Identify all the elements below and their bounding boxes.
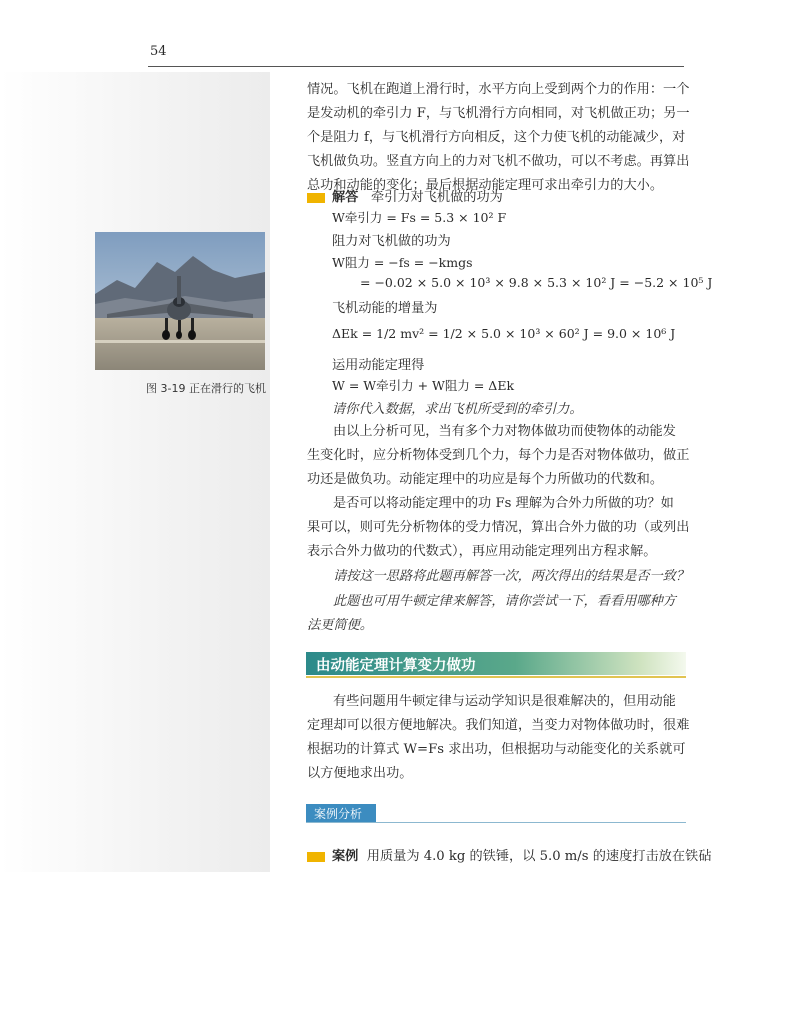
case-analysis-label: 案例分析: [314, 807, 363, 821]
intro-line: 个是阻力 f，与飞机滑行方向相反，这个力使飞机的动能减少，对: [307, 130, 686, 145]
case-analysis-tag: [306, 804, 376, 822]
equation-drag-work-calc: = −0.02 × 5.0 × 10³ × 9.8 × 5.3 × 10² J = −5.2 × 10⁵ J: [360, 275, 713, 290]
solution-text-2: 阻力对飞机做的功为: [332, 234, 451, 249]
example-line: [307, 845, 711, 864]
example-marker: [307, 852, 325, 862]
solution-text-3: 飞机动能的增量为: [332, 301, 438, 316]
case-underline: [306, 822, 686, 823]
airplane-image: [95, 232, 265, 370]
analysis-line: 生变化时，应分析物体受到几个力，每个力是否对物体做功，做正: [307, 448, 690, 463]
analysis-line: 功还是做负功。动能定理中的功应是每个力所做功的代数和。: [307, 472, 664, 487]
equation-kinetic-energy: ΔEk = 1/2 mv² = 1/2 × 5.0 × 10³ × 60² J = 9.0 × 10⁶ J: [332, 326, 676, 341]
intro-line: 总功和动能的变化；最后根据动能定理可求出牵引力的大小。: [307, 178, 664, 193]
page-number: 54: [150, 44, 167, 59]
section-line: 以方便地求出功。: [307, 766, 413, 781]
figure-caption: 图 3-19 正在滑行的飞机: [146, 382, 266, 395]
handwritten-note-1: 请按这一思路将此题再解答一次，两次得出的结果是否一致？: [333, 569, 690, 584]
handwritten-note-2: 此题也可用牛顿定律来解答，请你尝试一下，看看用哪种方: [333, 594, 676, 609]
analysis-line: 是否可以将动能定理中的功 Fs 理解为合外力所做的功？如: [333, 496, 674, 511]
solution-text-4: 运用动能定理得: [332, 358, 425, 373]
section-line: 根据功的计算式 W=Fs 求出功，但根据功与动能变化的关系就可: [307, 742, 686, 757]
intro-line: 飞机做负功。竖直方向上的力对飞机不做功，可以不考虑。再算出: [307, 154, 690, 169]
section-line: 定理却可以很方便地解决。我们知道，当变力对物体做功时，很难: [307, 718, 690, 733]
section-underline: [306, 676, 686, 678]
example-block: [307, 845, 712, 869]
solution-text: 牵引力对飞机做的功为: [370, 190, 503, 205]
airplane-photo: [95, 232, 265, 370]
solution-marker: [307, 193, 325, 203]
margin-sidebar: [0, 72, 270, 872]
handwritten-note-3: 法更简便。: [307, 618, 373, 633]
header-rule: [148, 66, 684, 67]
solution-heading: [307, 186, 503, 205]
section-line: 有些问题用牛顿定律与运动学知识是很难解决的，但用动能: [333, 694, 676, 709]
analysis-line: 表示合外力做功的代数式），再应用动能定理列出方程求解。: [307, 544, 657, 559]
equation-drag-work: W阻力 = −fs = −kmgs: [332, 255, 473, 270]
intro-line: 情况。飞机在跑道上滑行时，水平方向上受到两个力的作用：一个: [307, 82, 690, 97]
analysis-line: 果可以，则可先分析物体的受力情况，算出合外力做的功（或列出: [307, 520, 690, 535]
section-heading-bar: [306, 652, 686, 675]
section-paragraph: [307, 690, 690, 790]
analysis-line: 由以上分析可见，当有多个力对物体做功而使物体的动能发: [333, 424, 676, 439]
section-title: 由动能定理计算变力做功: [316, 658, 476, 674]
intro-line: 是发动机的牵引力 F，与飞机滑行方向相同，对飞机做正功；另一: [307, 106, 690, 121]
equation-traction-work: W牵引力 = Fs = 5.3 × 10² F: [332, 210, 507, 225]
example-text: 用质量为 4.0 kg 的铁锤，以 5.0 m/s 的速度打击放在铁砧: [366, 849, 712, 864]
example-label: 案例: [332, 849, 359, 864]
intro-paragraph: [307, 78, 690, 198]
analysis-block: [307, 420, 690, 633]
handwritten-prompt: 请你代入数据，求出飞机所受到的牵引力。: [332, 402, 583, 417]
solution-label: 解答: [332, 190, 359, 205]
equation-work-energy: W = W牵引力 + W阻力 = ΔEk: [332, 378, 515, 393]
